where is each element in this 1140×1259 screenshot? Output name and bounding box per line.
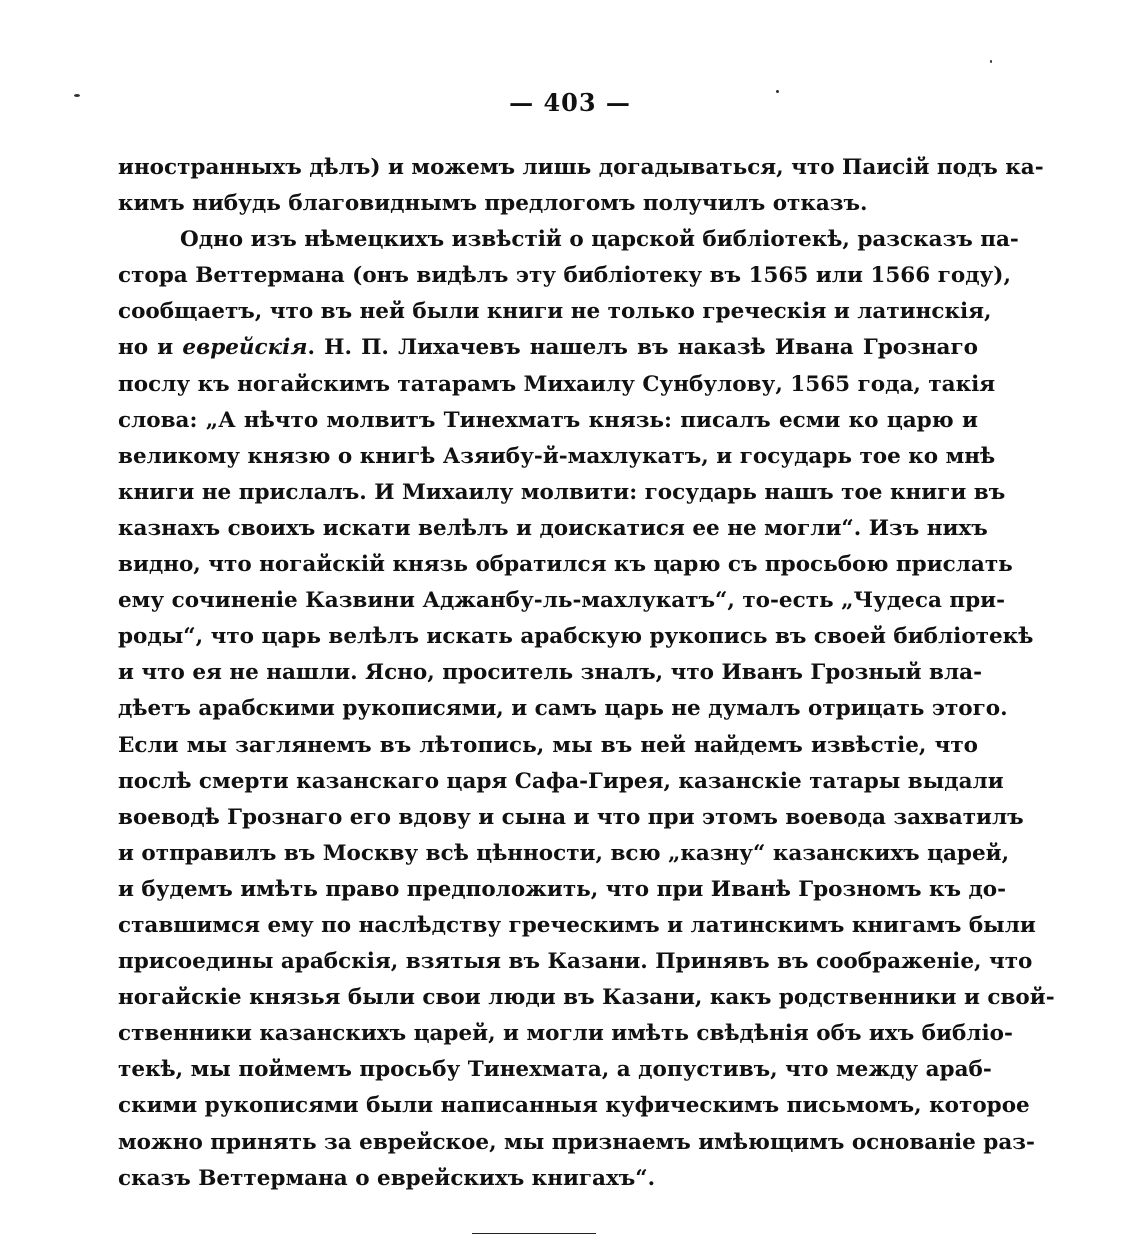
text-line: послѣ смерти казанскаго царя Сафа-Гирея, казанскіе татары выдали (118, 768, 1004, 794)
text-line-start: но и (118, 335, 183, 361)
text-line: послу къ ногайскимъ татарамъ Михаилу Сунбулову, 1565 года, такія (118, 371, 996, 397)
text-line: великому князю о книгѣ Азяибу-й-махлукатъ, и государь тое ко мнѣ (118, 443, 996, 469)
text-line: кимъ нибудь благовиднымъ предлогомъ получилъ отказъ. (118, 191, 868, 217)
text-line: Если мы заглянемъ въ лѣтопись, мы въ ней найдемъ извѣстіе, что (118, 732, 978, 758)
page-number: — 403 — (509, 88, 631, 117)
text-line: скими рукописями были написанныя куфическимъ письмомъ, которое (118, 1093, 1030, 1119)
text-line: можно принять за еврейское, мы признаемъ имѣющимъ основаніе раз- (118, 1129, 1035, 1155)
text-line: ственники казанскихъ царей, и могли имѣть свѣдѣнія объ ихъ библіо- (118, 1021, 1013, 1047)
text-line: ставшимся ему по наслѣдству греческимъ и латинскимъ книгамъ были (118, 912, 1036, 938)
text-line: текѣ, мы поймемъ просьбу Тинехмата, а допустивъ, что между араб- (118, 1057, 992, 1083)
text-line (118, 330, 978, 366)
text-line: иностранныхъ дѣлъ) и можемъ лишь догадываться, что Паисій подъ ка- (118, 155, 1044, 180)
text-line: книги не прислалъ. И Михаилу молвити: государь нашъ тое книги въ (118, 479, 1006, 505)
emphasized-word: еврейскія (182, 335, 308, 361)
text-line: и отправилъ въ Москву всѣ цѣнности, всю „казну“ казанскихъ царей, (118, 840, 1010, 866)
text-line: и будемъ имѣть право предположить, что при Иванѣ Грозномъ къ до- (118, 876, 1007, 902)
text-line: стора Веттермана (онъ видѣлъ эту библіотеку въ 1565 или 1566 году), (118, 263, 1011, 289)
page-body (118, 150, 1055, 1197)
text-line: сказъ Веттермана о еврейскихъ книгахъ“. (118, 1165, 656, 1191)
footer-rule (472, 1233, 596, 1234)
text-line: воеводѣ Грознаго его вдову и сына и что при этомъ воевода захватилъ (118, 804, 1024, 830)
text-line: казнахъ своихъ искати велѣлъ и доискатися ее не могли“. Изъ нихъ (118, 515, 988, 541)
text-line: видно, что ногайскій князь обратился къ царю съ просьбою прислать (118, 552, 1013, 578)
text-line: присоедины арабскія, взятыя въ Казани. Принявъ въ соображеніе, что (118, 949, 1033, 975)
text-line: ногайскіе князья были свои люди въ Казани, какъ родственники и свой- (118, 985, 1055, 1011)
text-line: сообщаетъ, что въ ней были книги не только греческія и латинскія, (118, 299, 992, 325)
text-line: слова: „А нѣчто молвитъ Тинехматъ князь: писалъ есми ко царю и (118, 407, 978, 433)
scan-speck (990, 60, 992, 63)
text-line: Одно изъ нѣмецкихъ извѣстій о царской библіотекѣ, разсказъ па- (180, 227, 1019, 253)
text-line: дѣетъ арабскими рукописями, и самъ царь не думалъ отрицать этого. (118, 696, 1008, 722)
text-line: ему сочиненіе Казвини Аджанбу-ль-махлукатъ“, то-есть „Чудеса при- (118, 588, 1006, 614)
text-line: и что ея не нашли. Ясно, проситель зналъ, что Иванъ Грозный вла- (118, 660, 982, 686)
text-line-rest: . Н. П. Лихачевъ нашелъ въ наказѣ Ивана Грознаго (307, 335, 978, 361)
text-line: роды“, что царь велѣлъ искать арабскую рукопись въ своей библіотекѣ (118, 624, 1034, 650)
